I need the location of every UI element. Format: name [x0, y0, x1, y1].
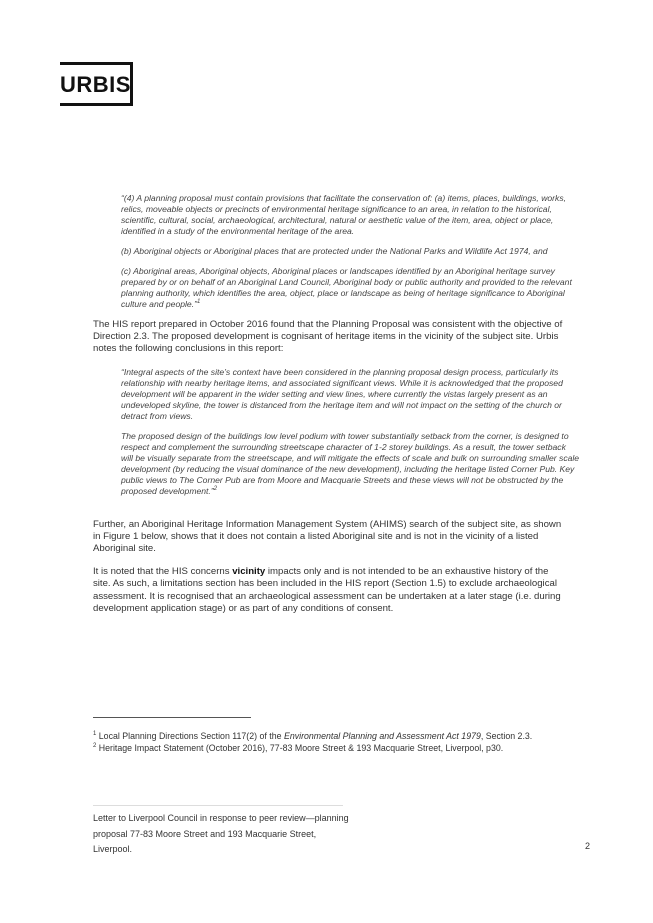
quote-paragraph: “Integral aspects of the site’s context have been considered in the planning proposal design process, particularly its relationship with nearby heritage items, and associated significant views. While it is acknowledged that the proposed development will be apparent in the wider setting and view lines, where currently the vistas largely present as an undeveloped skyline, the tower is distanced from the heritage item and will not impact on the setting of the church or detract from views. — [121, 366, 563, 421]
quote-paragraph: The proposed design of the buildings low level podium with tower substantially setback from the corner, is designed to respect and complement the surrounding streetscape character of 1-2 storey buildings. As a result, the tower setback will be visually separate from the streetscape, and will mitigate the effects of scale and bulk on surrounding smaller scale development (by reducing the visual dominance of the new development), including the heritage listed Corner Pub. Key public views to The Corner Pub are from Moore and Macquarie Streets and these views will not be obstructed by the proposed development.”$^2$ — [121, 430, 580, 496]
quote-paragraph: (b) Aboriginal objects or Aboriginal places that are protected under the National Parks and Wildlife Act 1974, and — [121, 246, 548, 256]
footnote-divider — [93, 717, 251, 718]
his-conclusions-quote — [121, 367, 580, 497]
body-paragraph: The HIS report prepared in October 2016 found that the Planning Proposal was consistent with the objective of Direction 2.3. The proposed development is cognisant of heritage items in the vicinity of the subject site. Urbis notes the following conclusions in this report: — [93, 319, 563, 355]
footnote-ref: 2 — [213, 485, 218, 492]
body-paragraph: It is noted that the HIS concerns vicinity impacts only and is not intended to be an exhaustive history of the site. As such, a limitations section has been included in the HIS report (Section 1.5) to exclude archaeological assessment. It is recognised that an archaeological assessment can be undertaken at a later stage (i.e. during development application stage) or as part of any conditions of consent. — [93, 566, 561, 614]
quote-paragraph: “(4) A planning proposal must contain provisions that facilitate the conservation of: (a) items, places, buildings, works, relics, moveable objects or precincts of environmental heritage significance to an area, in relation to the historical, scientific, cultural, social, archaeological, architectural, natural or aesthetic value of the item, area, object or place, identified in a study of the environmental heritage of the area. — [121, 193, 567, 236]
footnote-ref: 1 — [196, 299, 201, 306]
logo-text: URBIS — [60, 72, 131, 97]
footnotes — [93, 717, 588, 754]
urbis-logo — [60, 62, 133, 106]
footnote: $^1$ Local Planning Directions Section 117(2) of the Environmental Planning and Assessment Act 1979, Section 2.3. — [93, 731, 533, 741]
footer-divider — [93, 805, 343, 806]
quote-paragraph: (c) Aboriginal areas, Aboriginal objects, Aboriginal places or landscapes identified by an Aboriginal heritage survey prepared by or on behalf of an Aboriginal Land Council, Aboriginal body or public authority and provided to the relevant planning authority, which identifies the area, object, place or landscape as being of heritage significance to Aboriginal culture and people.”$^1$ — [121, 266, 572, 309]
footer-text: Letter to Liverpool Council in response to peer review—planning proposal 77-83 Moore Street and 193 Macquarie Street, Liverpool. — [93, 813, 349, 854]
body-paragraph: Further, an Aboriginal Heritage Information Management System (AHIMS) search of the subject site, as shown in Figure 1 below, shows that it does not contain a listed Aboriginal site and is not in the vicinity of a listed Aboriginal site. — [93, 518, 562, 555]
emphasis-vicinity: vicinity — [232, 566, 266, 578]
page-footer — [93, 805, 593, 858]
footnote: $^2$ Heritage Impact Statement (October 2016), 77-83 Moore Street & 193 Macquarie Street, Liverpool, p30. — [93, 742, 504, 753]
page-body — [93, 193, 580, 626]
page-number: 2 — [585, 841, 591, 851]
legislation-quote — [121, 193, 580, 310]
